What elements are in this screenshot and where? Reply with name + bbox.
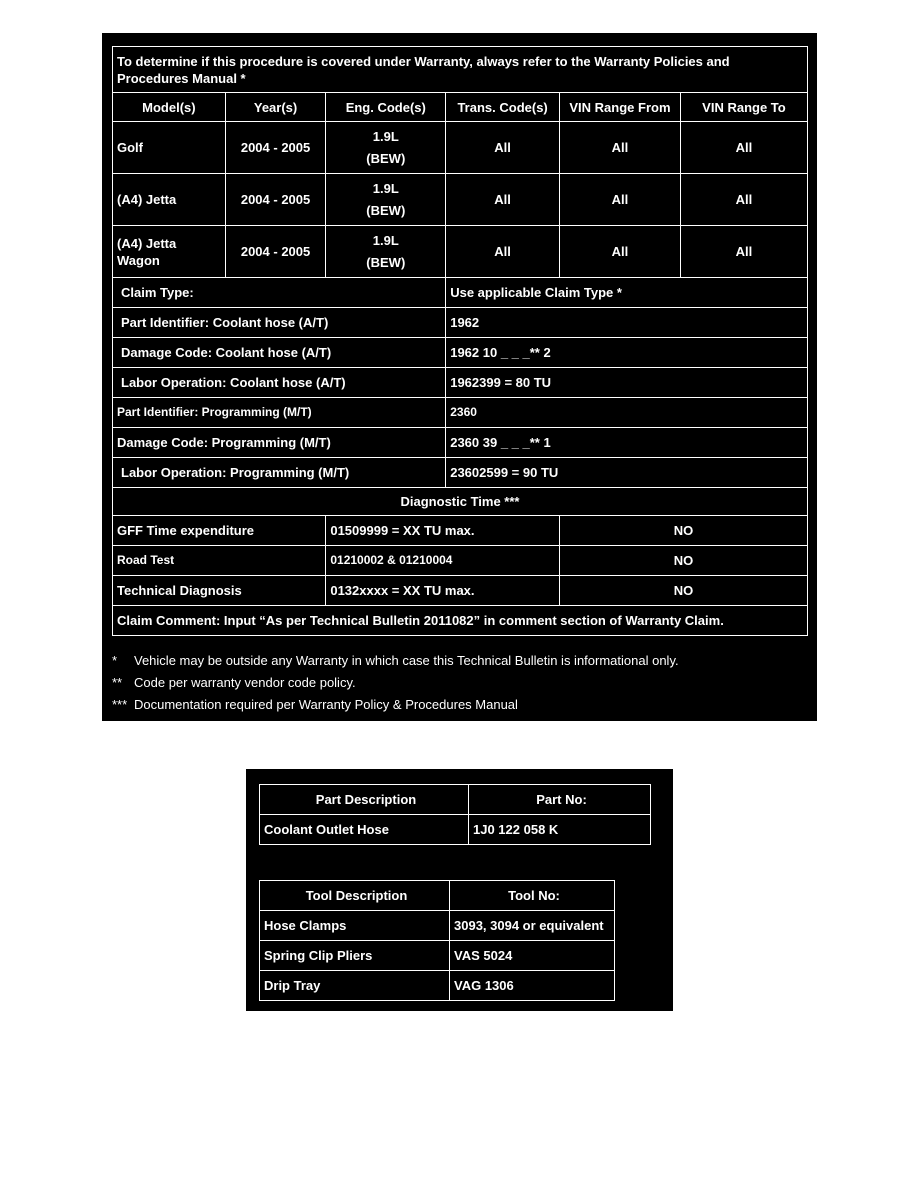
header-vin-from: VIN Range From — [560, 93, 681, 122]
diagnostic-value: 01210002 & 01210004 — [326, 546, 560, 576]
model-trans-code: All — [446, 122, 560, 174]
model-vin-to: All — [680, 174, 807, 226]
header-tool-description: Tool Description — [260, 881, 450, 911]
diagnostic-flag: NO — [560, 516, 808, 546]
footnotes — [112, 650, 812, 716]
diagnostic-flag: NO — [560, 576, 808, 606]
tools-table — [259, 880, 615, 1001]
model-eng-code: 1.9L (BEW) — [326, 122, 446, 174]
diagnostic-row — [113, 516, 808, 546]
model-trans-code: All — [446, 174, 560, 226]
table-row — [260, 815, 651, 845]
claim-value: 1962 — [446, 308, 808, 338]
claim-label: Part Identifier: Coolant hose (A/T) — [113, 308, 446, 338]
diagnostic-label: Road Test — [113, 546, 326, 576]
claim-value: 1962399 = 80 TU — [446, 368, 808, 398]
claim-value: 1962 10 _ _ _** 2 — [446, 338, 808, 368]
diagnostic-label: GFF Time expenditure — [113, 516, 326, 546]
model-year: 2004 - 2005 — [225, 122, 326, 174]
parts-tools-panel — [246, 769, 673, 1011]
footnote-mark: * — [112, 653, 118, 668]
claim-label: Damage Code: Programming (M/T) — [113, 428, 446, 458]
diagnostic-row — [113, 576, 808, 606]
diagnostic-value: 01509999 = XX TU max. — [326, 516, 560, 546]
claim-row — [113, 428, 808, 458]
footnote-text: Documentation required per Warranty Policy & Procedures Manual — [134, 697, 518, 712]
footnote — [112, 650, 812, 672]
model-name: Golf — [113, 122, 226, 174]
claim-value: 23602599 = 90 TU — [446, 458, 808, 488]
header-years: Year(s) — [225, 93, 326, 122]
model-vin-to: All — [680, 122, 807, 174]
tools-header-row — [260, 881, 615, 911]
claim-row — [113, 368, 808, 398]
claim-label: Labor Operation: Coolant hose (A/T) — [113, 368, 446, 398]
claim-row — [113, 308, 808, 338]
part-number: 1J0 122 058 K — [469, 815, 651, 845]
parts-table — [259, 784, 651, 845]
model-row — [113, 122, 808, 174]
diagnostic-row — [113, 546, 808, 576]
header-vin-to: VIN Range To — [680, 93, 807, 122]
table-row — [260, 941, 615, 971]
claim-value: Use applicable Claim Type * — [446, 278, 808, 308]
claim-row — [113, 458, 808, 488]
footnote-mark: ** — [112, 675, 123, 690]
tool-description: Drip Tray — [260, 971, 450, 1001]
diagnostic-time-header: Diagnostic Time *** — [113, 488, 808, 516]
claim-label: Part Identifier: Programming (M/T) — [113, 398, 446, 428]
model-name: (A4) Jetta — [113, 174, 226, 226]
warranty-intro: To determine if this procedure is covered under Warranty, always refer to the Warranty Policies and Procedures Manual * — [113, 47, 808, 93]
claim-label: Labor Operation: Programming (M/T) — [113, 458, 446, 488]
model-row — [113, 226, 808, 278]
model-year: 2004 - 2005 — [225, 226, 326, 278]
model-row — [113, 174, 808, 226]
tool-description: Spring Clip Pliers — [260, 941, 450, 971]
header-tool-number: Tool No: — [450, 881, 615, 911]
claim-value: 2360 — [446, 398, 808, 428]
claim-row — [113, 278, 808, 308]
model-year: 2004 - 2005 — [225, 174, 326, 226]
diagnostic-label: Technical Diagnosis — [113, 576, 326, 606]
model-eng-code: 1.9L (BEW) — [326, 226, 446, 278]
header-part-description: Part Description — [260, 785, 469, 815]
model-vin-from: All — [560, 122, 681, 174]
model-header-row — [113, 93, 808, 122]
claim-row — [113, 398, 808, 428]
claim-label: Claim Type: — [113, 278, 446, 308]
claim-comment: Claim Comment: Input “As per Technical Bulletin 2011082” in comment section of Warranty Claim. — [113, 606, 808, 636]
parts-header-row — [260, 785, 651, 815]
header-models: Model(s) — [113, 93, 226, 122]
header-trans-codes: Trans. Code(s) — [446, 93, 560, 122]
claim-label: Damage Code: Coolant hose (A/T) — [113, 338, 446, 368]
model-vin-from: All — [560, 174, 681, 226]
tool-number: VAS 5024 — [450, 941, 615, 971]
warranty-panel — [102, 33, 817, 721]
footnote — [112, 672, 812, 694]
tool-description: Hose Clamps — [260, 911, 450, 941]
diagnostic-value: 0132xxxx = XX TU max. — [326, 576, 560, 606]
claim-value: 2360 39 _ _ _** 1 — [446, 428, 808, 458]
warranty-table — [112, 46, 808, 636]
model-trans-code: All — [446, 226, 560, 278]
diagnostic-flag: NO — [560, 546, 808, 576]
footnote-text: Vehicle may be outside any Warranty in which case this Technical Bulletin is informational only. — [134, 653, 679, 668]
part-description: Coolant Outlet Hose — [260, 815, 469, 845]
model-eng-code: 1.9L (BEW) — [326, 174, 446, 226]
tool-number: 3093, 3094 or equivalent — [450, 911, 615, 941]
footnote-text: Code per warranty vendor code policy. — [134, 675, 356, 690]
claim-row — [113, 338, 808, 368]
header-part-number: Part No: — [469, 785, 651, 815]
table-row — [260, 971, 615, 1001]
model-vin-to: All — [680, 226, 807, 278]
tool-number: VAG 1306 — [450, 971, 615, 1001]
model-vin-from: All — [560, 226, 681, 278]
table-row — [260, 911, 615, 941]
footnote-mark: *** — [112, 697, 128, 712]
model-name: (A4) Jetta Wagon — [113, 226, 226, 278]
header-eng-codes: Eng. Code(s) — [326, 93, 446, 122]
diagnostic-header-row — [113, 488, 808, 516]
claim-comment-row — [113, 606, 808, 636]
footnote — [112, 694, 812, 716]
